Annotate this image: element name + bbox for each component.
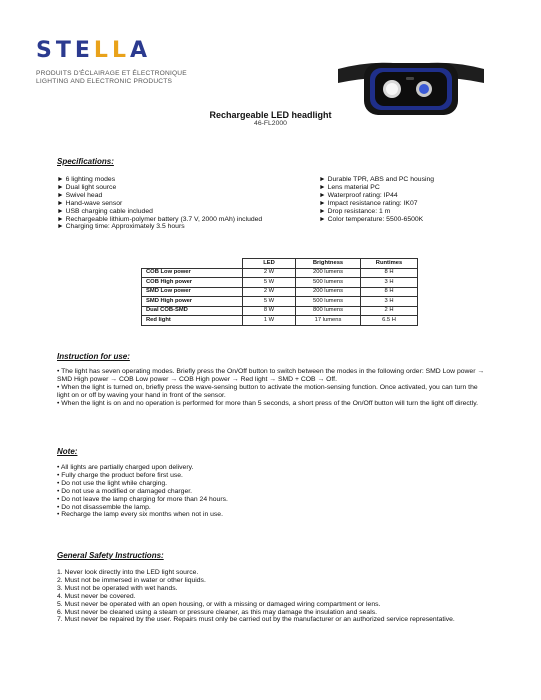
led-cell: 5 W <box>243 278 296 288</box>
brand-logo <box>36 40 148 62</box>
product-title: Rechargeable LED headlight <box>209 110 332 120</box>
table-row <box>142 316 418 326</box>
runtime-cell: 3 H <box>361 297 418 307</box>
list-item: ► 6 lighting modes <box>57 176 116 183</box>
brightness-cell: 500 lumens <box>296 297 361 307</box>
specifications-heading: Specifications: <box>57 157 114 166</box>
headlight-product-image <box>336 55 486 117</box>
logo-letter: L <box>93 38 109 63</box>
instruction-item: • When the light is turned on, briefly press the wave-sensing button to activate the motion-sensing function. Once activated, you can turn the light on or off by waving your hand in front of the sensor. <box>57 383 478 399</box>
logo-letter: T <box>55 38 72 63</box>
list-item: ► Hand-wave sensor <box>57 199 123 207</box>
list-item: ► Durable TPR, ABS and PC housing <box>319 176 435 183</box>
runtime-cell: 8 H <box>361 268 418 278</box>
specs-right-list <box>319 176 434 223</box>
table-corner-cell <box>142 259 243 269</box>
brightness-cell: 200 lumens <box>296 287 361 297</box>
safety-item: 5. Must never be operated with an open housing, or with a missing or damaged wiring compartment or lens. <box>57 600 381 608</box>
list-item: • Recharge the lamp every six months when not in use. <box>57 511 223 519</box>
safety-item: 1. Never look directly into the LED light source. <box>57 569 199 576</box>
list-item: ► Dual light source <box>57 183 117 191</box>
list-item: ► USB charging cable included <box>57 207 153 215</box>
table-row <box>142 278 418 288</box>
runtime-cell: 2 H <box>361 306 418 316</box>
instructions-heading: Instruction for use: <box>57 352 130 361</box>
row-label: SMD Low power <box>142 287 243 297</box>
safety-item: 7. Must never be repaired by the user. Repairs must only be carried out by the manufacturer or an authorized service representative. <box>57 616 455 624</box>
list-item: • Fully charge the product before first use. <box>57 471 183 479</box>
led-cell: 2 W <box>243 268 296 278</box>
instruction-item: • When the light is on and no operation is performed for more than 5 seconds, a short press of the On/Off button will turn the light off directly. <box>57 399 478 407</box>
list-item: ► Swivel head <box>57 191 103 199</box>
row-label: Red light <box>142 316 243 326</box>
list-item: • Do not disassemble the lamp. <box>57 503 151 511</box>
note-list <box>57 464 228 519</box>
runtime-cell: 6.5 H <box>361 316 418 326</box>
list-item: • All lights are partially charged upon delivery. <box>57 464 194 471</box>
table-row <box>142 268 418 278</box>
lighting-modes-table <box>141 258 418 326</box>
brightness-cell: 200 lumens <box>296 268 361 278</box>
runtime-cell: 3 H <box>361 278 418 288</box>
list-item: ► Color temperature: 5500-6500K <box>319 215 424 223</box>
row-label: SMD High power <box>142 297 243 307</box>
logo-letter: S <box>36 38 53 63</box>
note-heading: Note: <box>57 447 78 456</box>
safety-heading: General Safety Instructions: <box>57 551 164 560</box>
list-item: ► Rechargeable lithium-polymer battery (3.7 V, 2000 mAh) included <box>57 215 263 223</box>
safety-item: 4. Must never be covered. <box>57 592 136 600</box>
logo-letter: E <box>74 38 91 63</box>
list-item: ► Charging time: Approximately 3.5 hours <box>57 223 185 231</box>
table-row <box>142 287 418 297</box>
list-item: • Do not use the light while charging. <box>57 479 168 487</box>
row-label: COB Low power <box>142 268 243 278</box>
logo-letter: L <box>111 38 127 63</box>
safety-item: 2. Must not be immersed in water or other liquids. <box>57 576 206 584</box>
row-label: Dual COB-SMD <box>142 306 243 316</box>
brightness-cell: 800 lumens <box>296 306 361 316</box>
table-header-brightness: Brightness <box>296 259 361 269</box>
list-item: ► Impact resistance rating: IK07 <box>319 199 418 207</box>
brightness-cell: 17 lumens <box>296 316 361 326</box>
table-row <box>142 297 418 307</box>
instructions-text <box>57 368 489 408</box>
row-label: COB High power <box>142 278 243 288</box>
list-item: • Do not use a modified or damaged charger. <box>57 487 192 495</box>
product-model: 46-FL2000 <box>254 120 287 127</box>
brightness-cell: 500 lumens <box>296 278 361 288</box>
logo-letter: A <box>129 38 148 63</box>
table-header-row <box>142 259 418 269</box>
safety-list <box>57 569 489 624</box>
list-item: ► Drop resistance: 1 m <box>319 207 391 215</box>
led-cell: 8 W <box>243 306 296 316</box>
tagline-fr: PRODUITS D'ÉCLAIRAGE ET ÉLECTRONIQUE <box>36 70 187 77</box>
runtime-cell: 8 H <box>361 287 418 297</box>
table-header-runtimes: Runtimes <box>361 259 418 269</box>
led-cell: 5 W <box>243 297 296 307</box>
safety-item: 6. Must never be cleaned using a steam or pressure cleaner, as this may damage the insulation and seals. <box>57 608 378 616</box>
specs-left-list <box>57 176 262 231</box>
list-item: ► Waterproof rating: IP44 <box>319 191 398 199</box>
tagline-en: LIGHTING AND ELECTRONIC PRODUCTS <box>36 77 173 85</box>
instruction-item: • The light has seven operating modes. Briefly press the On/Off button to switch between the modes in the following order: SMD Low power → SMD High power → COB Low power → COB High power → Red light → SMD + COB → Off. <box>57 368 485 383</box>
led-cell: 2 W <box>243 287 296 297</box>
safety-item: 3. Must not be operated with wet hands. <box>57 584 178 592</box>
table-row <box>142 306 418 316</box>
led-cell: 1 W <box>243 316 296 326</box>
table-header-led: LED <box>243 259 296 269</box>
brand-tagline <box>36 70 187 85</box>
list-item: ► Lens material PC <box>319 183 380 191</box>
list-item: • Do not leave the lamp charging for more than 24 hours. <box>57 495 228 503</box>
